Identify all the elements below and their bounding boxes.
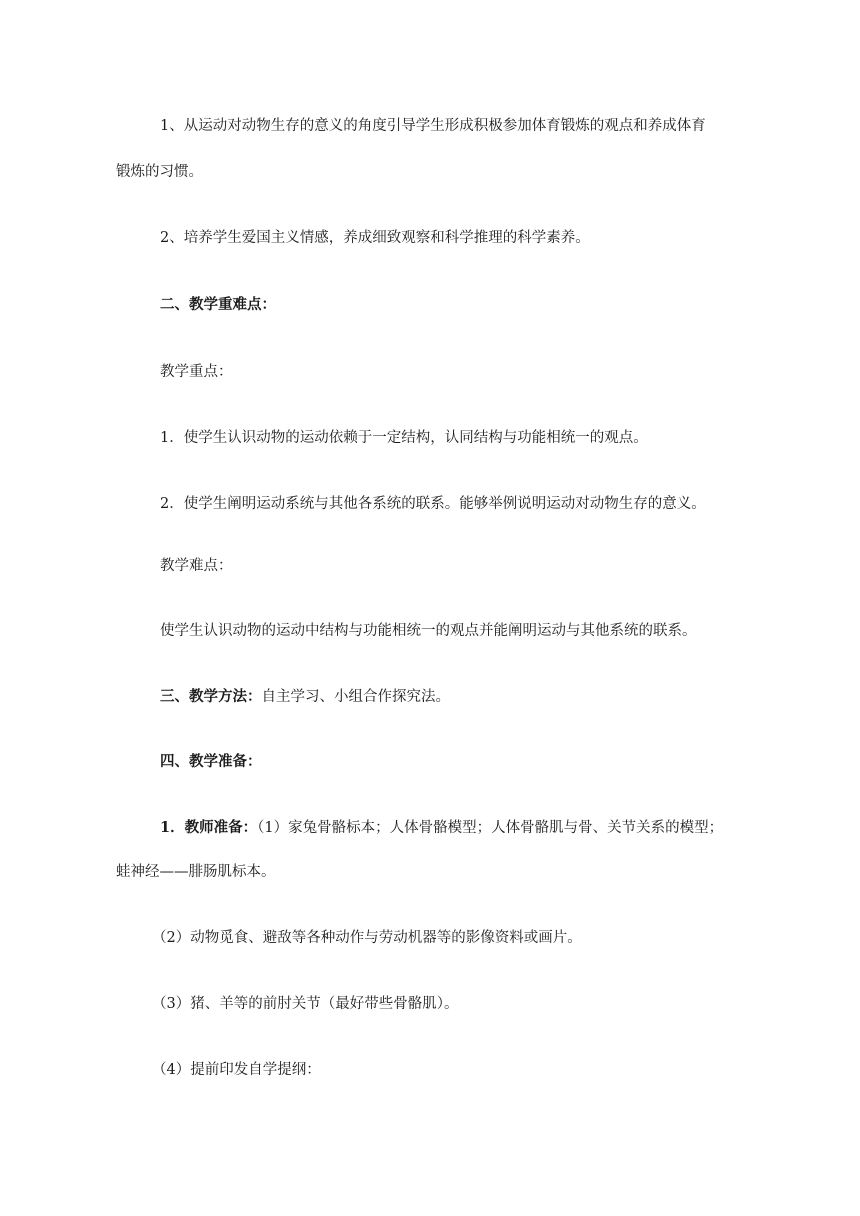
teacher-preparation-item-4: （4）提前印发自学提纲： (152, 1062, 321, 1078)
teaching-method-heading: 三、教学方法： (160, 688, 262, 705)
teaching-method-text: 自主学习、小组合作探究法。 (261, 689, 450, 705)
teacher-preparation-line-1 (0, 818, 860, 838)
difficult-points-label: 教学难点： (160, 558, 233, 574)
teacher-preparation-item-1: （1）家兔骨骼标本；人体骨骼模型；人体骨骼肌与骨、关节关系的模型； (257, 820, 724, 836)
teacher-preparation-item-3: （3）猪、羊等的前肘关节（最好带些骨骼肌）。 (152, 996, 459, 1012)
key-points-label: 教学重点： (160, 364, 233, 380)
key-point-1: 1．使学生认识动物的运动依赖于一定结构，认同结构与功能相统一的观点。 (160, 430, 648, 446)
objective-paragraph-2: 2、培养学生爱国主义情感，养成细致观察和科学推理的科学素养。 (160, 230, 590, 246)
key-point-2: 2．使学生阐明运动系统与其他各系统的联系。能够举例说明运动对动物生存的意义。 (160, 496, 706, 512)
section-heading-key-difficult-points: 二、教学重难点： (160, 296, 276, 313)
teacher-preparation-label: 1．教师准备： (160, 819, 258, 836)
teacher-preparation-item-2: （2）动物觅食、避敌等各种动作与劳动机器等的影像资料或画片。 (152, 930, 582, 946)
teacher-preparation-line-2: 蛙神经——腓肠肌标本。 (116, 864, 276, 880)
difficult-point-text: 使学生认识动物的运动中结构与功能相统一的观点并能阐明运动与其他系统的联系。 (160, 623, 697, 639)
objective-paragraph-1-line-1: 1、从运动对动物生存的意义的角度引导学生形成积极参加体育锻炼的观点和养成体育 (160, 118, 706, 134)
section-heading-preparation: 四、教学准备： (160, 753, 262, 770)
objective-paragraph-1-line-2: 锻炼的习惯。 (116, 164, 203, 180)
section-teaching-method (0, 687, 860, 707)
